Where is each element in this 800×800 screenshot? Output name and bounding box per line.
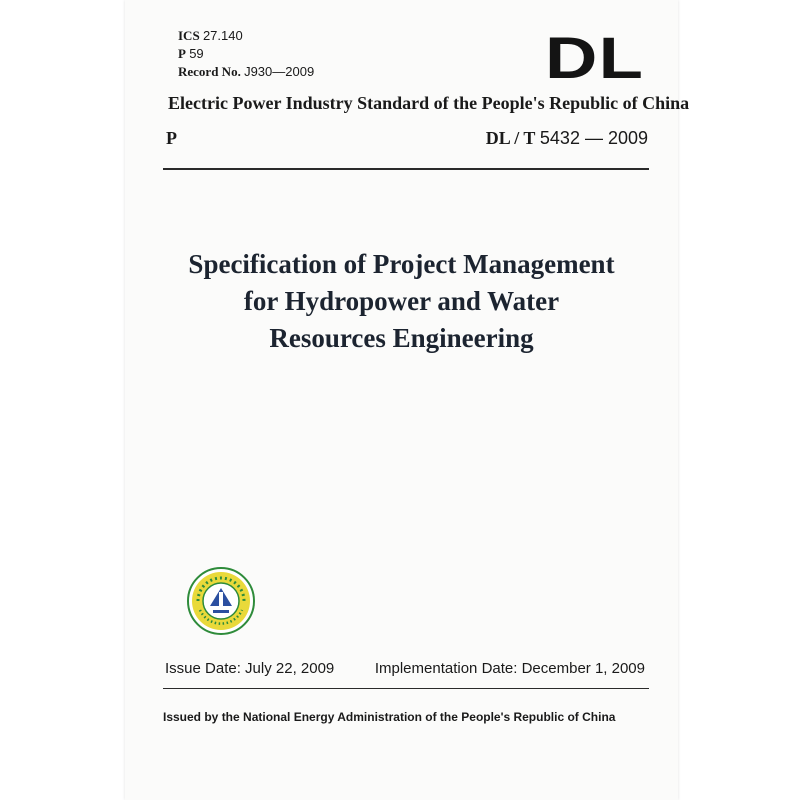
ics-label: ICS xyxy=(178,28,200,43)
title-line: Resources Engineering xyxy=(269,323,534,353)
record-value: J930—2009 xyxy=(244,64,315,79)
bottom-divider xyxy=(163,688,649,689)
dl-logo: DL xyxy=(545,26,645,91)
implementation-date: Implementation Date: December 1, 2009 xyxy=(374,660,645,677)
publisher-seal-icon xyxy=(186,566,256,636)
record-label: Record No. xyxy=(178,64,241,79)
ccs-value: 59 xyxy=(189,46,204,61)
issuing-authority: Issued by the National Energy Administration of the People's Republic of China xyxy=(163,710,616,724)
ics-value: 27.140 xyxy=(202,28,243,43)
standard-number xyxy=(486,128,648,149)
ics-code xyxy=(178,27,314,45)
standard-code: 5432 — 2009 xyxy=(539,128,648,148)
title-line: for Hydropower and Water xyxy=(243,286,560,316)
ccs-label: P xyxy=(178,46,186,61)
document-cover xyxy=(125,0,690,800)
classification-codes xyxy=(178,27,314,81)
issue-date: Issue Date: July 22, 2009 xyxy=(165,660,335,677)
record-number xyxy=(178,63,314,81)
top-divider xyxy=(163,168,649,170)
standard-prefix: DL / T xyxy=(485,128,536,148)
ccs-code xyxy=(178,45,314,63)
series-title: Electric Power Industry Standard of the People's Republic of China xyxy=(168,93,690,113)
title-line: Specification of Project Management xyxy=(188,249,615,279)
document-title xyxy=(125,246,678,357)
classification-letter: P xyxy=(166,128,177,148)
